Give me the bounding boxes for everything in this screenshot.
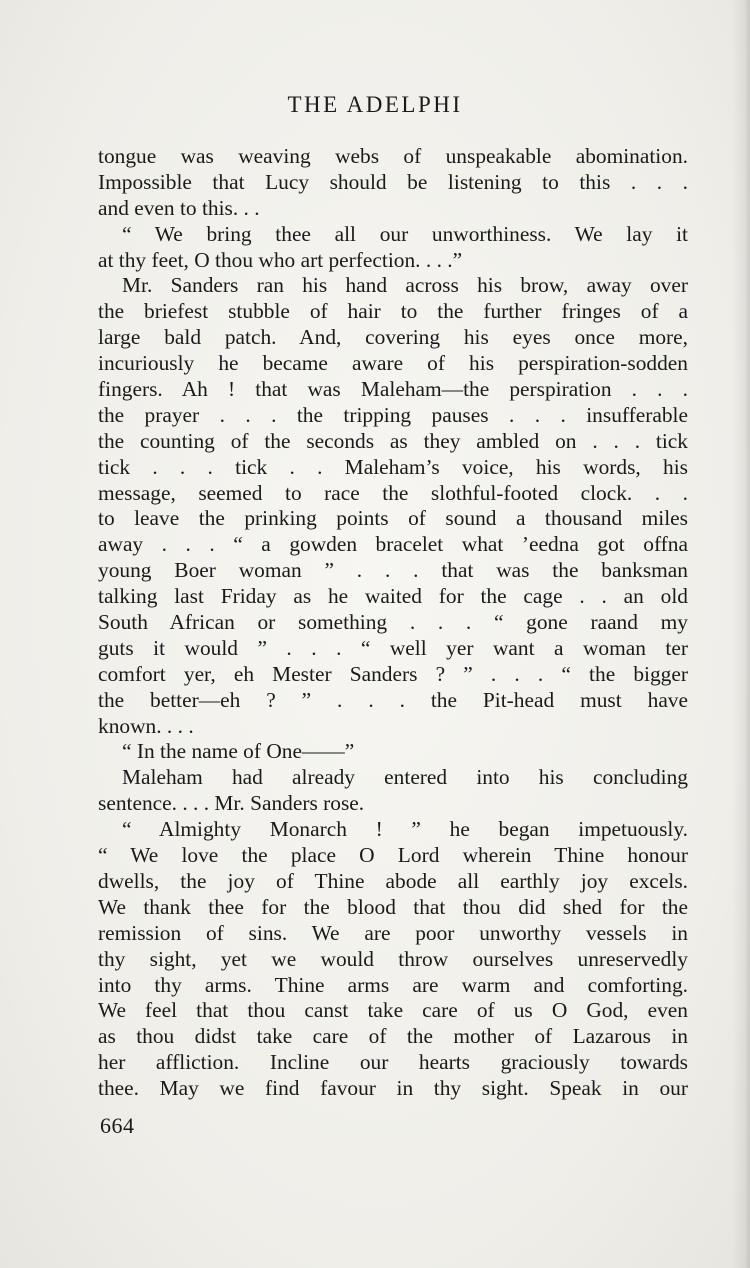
text-line: Impossible that Lucy should be listening to this . . . — [98, 169, 688, 194]
text-line: as thou didst take care of the mother of Lazarous in — [98, 1024, 688, 1049]
text-line: large bald patch. And, covering his eyes once more, — [98, 325, 688, 350]
text-line: her affliction. Incline our hearts graciously towards — [98, 1050, 688, 1075]
text-line: guts it would ” . . . “ well yer want a woman ter — [98, 635, 688, 660]
text-line: sentence. . . . Mr. Sanders rose. — [98, 791, 365, 816]
text-line: “ In the name of One——” — [122, 739, 355, 764]
text-line: the better—eh ? ” . . . the Pit-head must have — [98, 687, 688, 712]
body-text — [98, 144, 688, 1102]
text-line: thee. May we find favour in thy sight. Speak in our — [98, 1076, 688, 1101]
text-line: and even to this. . . — [98, 195, 260, 220]
text-line: Mr. Sanders ran his hand across his brow, away over — [122, 273, 688, 298]
text-line: message, seemed to race the slothful-footed clock. . . — [98, 480, 688, 505]
text-line: known. . . . — [98, 713, 194, 738]
text-line: We thank thee for the blood that thou did shed for the — [98, 894, 688, 919]
text-line: the counting of the seconds as they ambled on . . . tick — [98, 428, 688, 453]
text-line: to leave the prinking points of sound a thousand miles — [98, 506, 688, 531]
text-line: We feel that thou canst take care of us O God, even — [98, 998, 688, 1023]
text-line: South African or something . . . “ gone raand my — [98, 610, 688, 635]
text-line: into thy arms. Thine arms are warm and comforting. — [98, 972, 688, 997]
text-line: fingers. Ah ! that was Maleham—the perspiration . . . — [98, 377, 688, 402]
text-line: remission of sins. We are poor unworthy vessels in — [98, 920, 688, 945]
text-line: thy sight, yet we would throw ourselves unreservedly — [98, 946, 688, 971]
text-line: at thy feet, O thou who art perfection. . . .” — [98, 247, 463, 272]
text-line: the briefest stubble of hair to the further fringes of a — [98, 299, 688, 324]
text-line: Maleham had already entered into his concluding — [122, 765, 688, 790]
text-line: the prayer . . . the tripping pauses . . . insufferable — [98, 402, 688, 427]
running-head: THE ADELPHI — [287, 92, 463, 117]
text-line: incuriously he became aware of his perspiration-sodden — [98, 351, 688, 376]
page-number: 664 — [100, 1113, 135, 1138]
text-line: “ We bring thee all our unworthiness. We lay it — [122, 221, 688, 246]
text-line: comfort yer, eh Mester Sanders ? ” . . . “ the bigger — [98, 661, 688, 686]
text-line: “ We love the place O Lord wherein Thine honour — [98, 843, 688, 868]
text-line: young Boer woman ” . . . that was the banksman — [98, 558, 688, 583]
text-line: “ Almighty Monarch ! ” he began impetuously. — [122, 817, 688, 842]
text-line: tongue was weaving webs of unspeakable abomination. — [98, 144, 688, 168]
text-line: away . . . “ a gowden bracelet what ’eedna got offna — [98, 532, 688, 557]
text-line: dwells, the joy of Thine abode all earthly joy excels. — [98, 868, 688, 893]
text-line: tick . . . tick . . Maleham’s voice, his words, his — [98, 454, 688, 479]
text-line: talking last Friday as he waited for the cage . . an old — [98, 584, 688, 609]
